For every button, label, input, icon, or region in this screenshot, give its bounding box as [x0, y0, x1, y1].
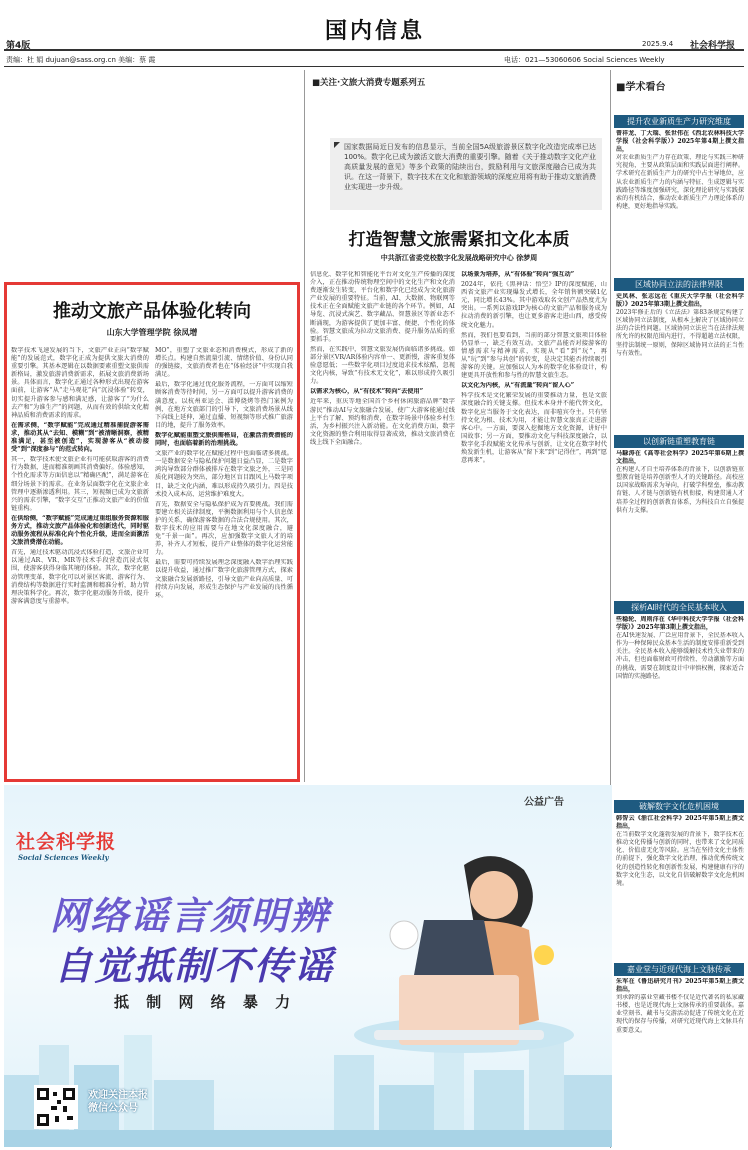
sidebar-entry [616, 293, 744, 429]
mid-col-2 [461, 271, 607, 776]
person-laptop-illustration [344, 825, 584, 1075]
sidebar-entry [616, 978, 744, 1146]
paragraph: 首先，通过技术驱动沉浸式体验打造，文旅企业可以通过AR、VR、MR等技术手段营造沉浸式氛围，使游客获得身临其境的体验。其次，数字化驱动管理变革，数字化可以对景区客流、游客行为、消费结构等数据进行实时监测和精准分析，助力管理决策科学化。再次，数字化驱动服务升级，提升游客满意度与重游率。 [11, 549, 149, 605]
paragraph: 首先，数据安全与隐私保护成为首要挑战。我们需要建立相关法律制度，平衡数据利用与个人信息保护的关系，确保游客数据的合法合规使用。其次，数字技术的应用需要与在地文化深度融合，避免“千景一面”。再次，应加强数字文旅人才的培养，补齐人才短板，提升产业整体的数字化运营能力。 [155, 500, 293, 557]
intro-text: 国家数据局近日发布的信息显示，当前全国5A级旅游景区数字化改造完成率已达100%。数字化已成为激活文旅大消费的重要引擎。随着《关于推动数字文化产业高质量发展的意见》等多个政策的陆续出台，鼓励利用与文旅深度融合已成为共识。在这一背景下，数字技术在文化和旅游领域的深度应用将有助于推动文旅消费业实现进一步升级。 [344, 143, 596, 191]
paper-name: 社会科学报 [690, 41, 736, 51]
sidebar-entry [616, 616, 744, 792]
paragraph: 然而，我们也要看到，当前的部分智慧文旅项目体验仍显单一，缺乏有效互动。文旅产品能否对接游客的情感需求与精神需求，实现从“看”到“玩”，再从“玩”到“参与共创”的转变，是决定其能否持续吸引游客的关键。应加强以人为本的数字化体验设计，构建更具开放性和参与性的智慧文旅生态。 [461, 331, 607, 380]
intro-marker [334, 142, 340, 148]
brand-logo-en: Social Sciences Weekly [18, 853, 109, 862]
sidebar-byline: 韩智云《浙江社会科学》2025年第5期上撰文指出， [616, 815, 744, 831]
qr-code-icon [37, 1088, 75, 1126]
contact-line: 电话：021—53060606 Social Sciences Weekly [504, 56, 665, 64]
sidebar-byline: 朱军在《鲁迅研究月刊》2025年第5期上撰文指出， [616, 978, 744, 994]
editor-line: 责编：杜 娟 dujuan@sass.org.cn 美编：蔡 霞 [6, 56, 156, 64]
ad-headline-1: 网络谣言须明辨 [50, 893, 331, 938]
paragraph: 科学技术是文化繁荣发展的重要推动力量，也是文旅深度融合的关键支撑。但技术本身并不能代替文化，数字化应当服务于文化表达，而非喧宾夺主。只有坚持文化为根、技术为用，才能让智慧文旅真正走进游客心中。一方面，要深入挖掘地方文化资源，讲好中国故事；另一方面，要推动文化与科技深度融合，以数字化手段赋能文化传承与创新，让文化在数字时代焕发新生机，让游客从“留下来”到“记得住”，再到“愿意再来”。 [461, 392, 607, 465]
sidebar-entry [616, 130, 744, 280]
article-title: 推动文旅产品体验化转向 [53, 301, 251, 322]
mid-article [308, 215, 610, 783]
subhead: 以文化为内核，从“有流量”转向“留人心” [461, 382, 575, 390]
subhead: 数字化赋能重塑文旅供需格局，在激活消费潜能的同时，也面临着新的治理挑战。 [155, 431, 293, 448]
brand-logo: 社会科学报 [16, 831, 117, 853]
paragraph: 其一，数字技术使文旅企业有可能获取游客的消费行为数据，进而精准刻画其消费偏好。体验感知，个性化需求等方面信息以“精确匹配”，满足游客在细分场景下的需求。在业务层面数字化在文旅企业管理中逐渐渗透利用。其三，短视频已成为文旅新兴的需求引擎，“数字交互”正推动文旅产业的价值链重构。 [11, 456, 149, 512]
paragraph: 最后，需要可持续发展理念深度融入数字治理实践以提升收益，通过推广数字化旅游管理方式，探索文旅融合发展新路径，引导文旅产业向高质量、可持续方向发展，形成生态保护与产业发展的良性循环。 [155, 559, 293, 599]
sidebar-body: 在构建人才自主培养体系的背景下，以创新链重塑教育链是培养创新型人才的关键路径。高校应以国家战略需求为导向，打破学科壁垒，推动教育链、人才链与创新链有机衔接，构建贯通人才培养全过程的创新教育体系，为科技自立自强提供有力支撑。 [616, 466, 744, 514]
paragraph: 文旅产业的数字化在赋能过程中也面临诸多挑战。一是数据安全与隐私保护问题日益凸显，二是数字鸿沟导致部分群体被排斥在数字文旅之外，三是同质化问题较为突出，部分地区盲目跟风上马数字项目，缺乏文化内涵，难以形成持久吸引力。四是技术投入成本高、运营维护难度大。 [155, 450, 293, 498]
article-byline: 山东大学管理学院 徐凤增 [106, 327, 198, 337]
qr-code[interactable] [34, 1085, 78, 1129]
paragraph: 2024年，依托《黑神话：悟空》IP的深度赋能，山西省文旅产业实现爆发式增长，全年销售额突破1亿元，同比增长43%。其中游戏取名文创产品热度尤为突出。一系列以游戏IP为核心的文旅产品和服务成为拉动消费的新引擎，也让更多游客走进山西，感受传统文化魅力。 [461, 281, 607, 329]
sidebar-banner: 提升农业新质生产力研究维度 [614, 115, 744, 128]
left-top-area [4, 70, 300, 275]
left-col-1 [11, 347, 149, 777]
sidebar-banner: 破解数字文化危机困境 [614, 800, 744, 813]
masthead-rule-bottom [4, 66, 744, 67]
qr-caption: 欢迎关注本报微信公众号 [88, 1090, 148, 1114]
sidebar-entry [616, 450, 744, 590]
sidebar-banner: 嘉业堂与近现代海上文脉传承 [614, 963, 744, 976]
masthead-rule [4, 49, 744, 51]
mid-col-1 [310, 271, 455, 776]
paragraph: 信息化、数字化和智能化平台对文化生产传播的深度介入，正在推动传统物理空间中的文化生产和文化消费逐渐发生转变，平台化和数字化已经成为文化旅游产业发展的重要特征。当前，AI、大数据、物联网等技术正在全面赋能文旅产业链的各个环节。例如，AI导览、沉浸式演艺、数字藏品、智慧景区等新业态不断涌现，为游客提供了更加丰富、便捷、个性化的体验。智慧文旅成为拉动文旅消费、提升服务品质的重要抓手。 [310, 271, 455, 343]
sidebar-byline: 曾祥龙、丁大瑞、张世伟在《西北农林科技大学学报（社会科学版）》2025年第4期上撰文指出， [616, 130, 744, 154]
sidebar-body: 对农业新质生产力存在政策、理论与实践三种研究视角，主要从政策层面和实践层面进行阐释。学术研究在新质生产力的研究中占主导地位，应从农业新质生产力的内涵与特征、生成逻辑与实践路径等维度加强研究，深化理论研究与实践探索的有机结合，推动农业新质生产力理论体系的构建，更好地指导实践。 [616, 154, 744, 210]
sidebar-banner: 区域协同立法的法律界限 [614, 278, 744, 291]
mid-article-title: 打造智慧文旅需紧扣文化本质 [348, 230, 570, 250]
sidebar-banner: 以创新链重塑教育链 [614, 435, 744, 448]
sidebar-entry [616, 815, 744, 957]
intro-box [330, 138, 602, 210]
public-service-ad [4, 785, 612, 1147]
ad-headline-2: 自觉抵制不传谣 [54, 943, 335, 988]
section-title: 国内信息 [324, 18, 425, 44]
sidebar-body: 2023年修正后的《立法法》第83条规定构建了区域协同立法制度，从根本上解决了区域协同立法的合法性问题。区域协同立法应当在法律法规所允许的权限范围内进行，不得超越立法权限，坚持法制统一原则，保障区域协同立法的正当性与有效性。 [616, 309, 744, 357]
subhead: 以场景为培养，从“有体验”转向“强互动” [461, 271, 575, 278]
subhead: 在供给侧，“数字赋能”完成通过重组服务资源和服务方式，推动文旅产品体验化和创新迭代，同时驱动服务流程从标准化向个性化升级，进而全面激活文旅消费潜在动能。 [11, 514, 149, 547]
left-col-2 [155, 347, 293, 777]
paragraph: MO”，重塑了文旅业态和消费模式，形成了新的增长点。构建自然流量引流、情绪价值、身份认同的强链接，文旅消费者也在“体验经济”中实现自我满足。 [155, 347, 293, 379]
page-number: 第4版 [6, 41, 31, 51]
ad-corner-label: 公益广告 [524, 797, 564, 808]
special-section-label: ■关注·文旅大消费专题系列五 [312, 78, 426, 88]
column-divider [304, 70, 305, 782]
paragraph: 然而，在实践中，智慧文旅发展仍面临诸多挑战。如部分景区VR/AR体验内容单一、更新慢，游客重复体验意愿低；一些数字化项目过度追求技术炫酷，忽视文化内核，导致“有技术无文化”，难以形成持久吸引力。 [310, 345, 455, 386]
sidebar-body: 在当前数字文化蓬勃发展的背景下，数字技术在推动文化传播与创新的同时，也带来了文化同质化、价值虚无化等风险。应当在坚持文化主体性的前提下，强化数字文化治理，推动优秀传统文化的创造性转化和创新性发展，构建健康有序的数字文化生态，以文化自信破解数字文化危机困境。 [616, 831, 744, 887]
sidebar-byline: 史凤林、张志远在《重庆大学学报（社会科学版）》2025年第3期上撰文指出， [616, 293, 744, 309]
subhead: 在需求侧，“数字赋能”完成通过精准捕捉游客需求，推动其从“去知、模糊”到“被清晰洞察，被精准满足，甚至被创造”，实现游客从“被动接受”到“深度参与”的范式转向。 [11, 421, 149, 454]
sidebar-banner: 探析AI时代的全民基本收入 [614, 601, 744, 614]
paragraph: 最后，数字化通过优化服务流程，一方面可以缩短顾客消费等待时间，另一方面可以提升游客消费的满意度。以杭州亚运会、淄博烧烤等热门案例为例，在地方文旅部门的引导下，文旅消费场景从线下向线上延伸，通过直播、短视频等形式推广旅游目的地，提升了服务效率。 [155, 381, 293, 429]
left-article-box [4, 282, 300, 782]
sidebar-body: 在AI快速发展、广泛应用背景下，全民基本收入作为一种保障民众基本生活的制度安排重新受到关注。全民基本收入能够缓解技术性失业带来的冲击，但也面临财政可持续性、劳动激励等方面的挑战，需要在制度设计中审慎权衡，探索适合国情的实施路径。 [616, 632, 744, 680]
masthead [0, 0, 748, 70]
issue-date: 2025.9.4 [642, 40, 674, 48]
paragraph: 近年来，重庆等地全国首个乡村休闲旅游品牌“数字游民”推动AI与文旅融合发展，使广大游客能通过线上平台了解、预约和消费，在数字场景中体验乡村生活，为乡村振兴注入新动能。在文化消费方面，数字文化资源的整合利用取得显著成效，推动文旅消费在线上线下全面融合。 [310, 398, 455, 446]
sidebar-body: 刘承幹的嘉业堂藏书楼不仅是近代著名的私家藏书楼，也是近现代海上文脉传承的重要载体。嘉业堂刻书、藏书与交游活动促进了传统文化在近现代的保存与传播，对研究近现代海上文脉具有重要意义。 [616, 994, 744, 1034]
ad-slogan: 抵 制 网 络 暴 力 [114, 993, 297, 1011]
paragraph: 数字技术飞速发展的当下，文旅产业正向“数字赋能”的发展范式，数字化正成为提供文旅大消费的重要引擎。其基本逻辑在以数据要素重塑文旅供需新格局，激发旅游消费新需求，拓展文旅消费新场景。具体而言，数字化正通过各种形式出现在游客面前，让游客“从“走马观花”向“沉浸体验”转变，切实提升游客参与感和满足感，让游客了“为什么去产和”为谁生产”的问题，从而有效的供给文化精神品质和消费需求的需求。 [11, 347, 149, 419]
sidebar-heading: ■学术看台 [616, 82, 666, 93]
sidebar-byline: 马騄涛在《高等社会科学》2025年第6期上撰文指出， [616, 450, 744, 466]
sidebar-byline: 些稳轮、周则洋在《华中科技大学学报（社会科学版）》2025年第3期上撰文指出， [616, 616, 744, 632]
subhead: 以需求为核心，从“有技术”转向“去使用” [310, 388, 424, 396]
mid-article-byline: 中共浙江省委党校数字化发展战略研究中心 徐梦周 [380, 253, 538, 262]
